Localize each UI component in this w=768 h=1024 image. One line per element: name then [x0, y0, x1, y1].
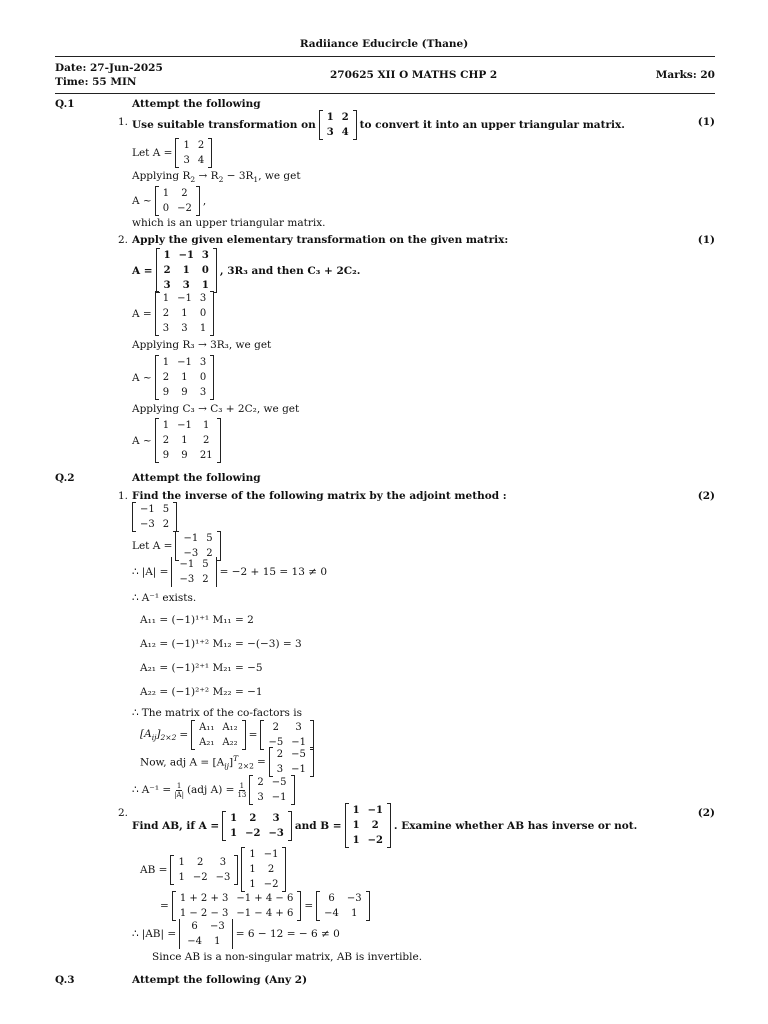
q1-title: Attempt the following [132, 98, 261, 110]
q1-p1-applying: Applying $R_2 \to R_2 - 3R_1$, we get [132, 170, 301, 185]
matrix-cell: −1 [291, 737, 306, 748]
matrix-cell: 1 [162, 357, 170, 368]
matrix-cell: 1 [178, 856, 185, 868]
q3-label: Q.3 [55, 974, 75, 986]
matrix-cell: 1 [199, 323, 207, 334]
matrix-cell: 5 [162, 504, 170, 515]
matrix [222, 811, 292, 841]
matrix-cell: 1 [181, 308, 188, 319]
q1-p2-step1: Applying R₃ → 3R₃, we get [132, 339, 272, 351]
matrix-cell: −2 [192, 871, 208, 883]
q1-p1-conclusion: which is an upper triangular matrix. [132, 217, 326, 229]
header-divider-bottom [55, 93, 715, 94]
matrix-cell: −1 [177, 357, 192, 368]
matrix-cell: 3 [162, 323, 170, 334]
matrix-cell: 1 [249, 849, 256, 860]
q2-p1-cofactor-4: A₂₂ = (−1)²⁺² M₂₂ = −1 [140, 686, 263, 698]
q2-p2-number: 2. [118, 807, 129, 819]
matrix-cell: A₁₁ [199, 722, 215, 733]
matrix-cell: 1 [162, 420, 170, 431]
matrix-cell: −1 [291, 764, 306, 775]
matrix-cell: A₂₁ [199, 737, 215, 748]
matrix-cell: 2 [162, 308, 170, 319]
matrix [249, 775, 294, 805]
matrix-cell: 1 [162, 188, 170, 199]
matrix-cell: 2 [257, 777, 264, 788]
fraction: $\frac{1}{|A|}$ [174, 781, 184, 799]
matrix-cell: 2 [203, 435, 210, 446]
matrix-cell: 1 [230, 827, 238, 839]
matrix-cell: −3 [183, 548, 199, 559]
matrix-cell: 2 [206, 548, 213, 559]
exam-marks: Marks: 20 [655, 69, 715, 81]
matrix-cell: −3 [179, 574, 195, 585]
q2-p1-exists: ∴ A⁻¹ exists. [132, 592, 197, 604]
matrix-cell: −4 [187, 936, 202, 947]
matrix [319, 110, 357, 140]
matrix [191, 720, 246, 750]
matrix-cell: 3 [295, 722, 302, 733]
matrix-cell: 1 [249, 879, 256, 890]
matrix-cell: −5 [291, 749, 306, 760]
matrix-cell: 3 [276, 764, 284, 775]
matrix [345, 803, 391, 848]
exam-code: 270625 XII O MATHS CHP 2 [330, 69, 498, 81]
matrix-cell: 2 [197, 140, 205, 151]
matrix-cell: 3 [183, 155, 190, 166]
matrix-cell: 1 [249, 864, 256, 875]
q2-p1-cofactor-1: A₁₁ = (−1)¹⁺¹ M₁₁ = 2 [140, 614, 254, 626]
q1-label: Q.1 [55, 98, 75, 110]
institute-name: Radiiance Educircle (Thane) [299, 38, 469, 50]
q1-p1-result: A ~ 1 2 0 −2 , [132, 188, 207, 214]
exam-date: Date: 27-Jun-2025 [55, 62, 163, 74]
q1-p1-number: 1. [118, 116, 129, 128]
q2-p2-det: ∴ |AB| = 6 −3 −4 1 = 6 − 12 = − 6 ≠ 0 [132, 921, 340, 947]
matrix-cell: −1 [178, 250, 194, 261]
matrix-cell: −4 [324, 908, 339, 919]
matrix-cell: 9 [181, 450, 188, 461]
matrix [241, 847, 286, 892]
matrix [260, 720, 314, 750]
matrix-cell: 6 [191, 921, 198, 932]
matrix-cell: −3 [346, 893, 362, 904]
q2-p2-ab: AB = 1 2 3 1 −2 −3 1 −1 1 2 1 −2 [140, 847, 289, 892]
matrix-cell: 3 [201, 250, 209, 261]
matrix-cell: 1 [181, 435, 188, 446]
q2-p1-let: Let A = −1 5 −3 2 [132, 531, 224, 561]
matrix-cell: 2 [267, 864, 275, 875]
q2-p2-since: Since AB is a non-singular matrix, AB is invertible. [152, 951, 423, 963]
matrix-cell: 2 [276, 749, 284, 760]
determinant [171, 557, 216, 587]
matrix-cell: 1 [162, 293, 170, 304]
matrix-cell: 2 [163, 265, 171, 276]
matrix-cell: 2 [162, 519, 170, 530]
matrix-cell: −1 [271, 792, 287, 803]
matrix-cell: −2 [245, 827, 261, 839]
q2-p1-adjoint: Now, adj $A = [A_{ij}]^T_{2\times 2}$ = 2 −5 3 −1 [140, 747, 317, 777]
matrix-cell: 2 [272, 722, 280, 733]
matrix-cell: 1 [183, 140, 190, 151]
matrix-cell: −1 [140, 504, 155, 515]
q1-p2-step1-result: A ~ 1 −1 3 2 1 0 9 9 3 [132, 355, 217, 400]
matrix-cell: 3 [326, 127, 334, 138]
matrix-cell: 3 [257, 792, 264, 803]
matrix-cell: 9 [162, 387, 170, 398]
matrix [132, 502, 177, 532]
q2-p2-ab-expanded: = 1 + 2 + 3 −1 + 4 − 6 1 − 2 − 3 −1 − 4 + 6 = 6 −3 −4 1 [160, 891, 373, 921]
q1-p2-step2: Applying C₃ → C₃ + 2C₂, we get [132, 403, 300, 415]
matrix-cell: 1 [181, 372, 188, 383]
matrix-cell: −1 [263, 849, 279, 860]
matrix-cell: 1 [178, 871, 185, 883]
exam-time: Time: 55 MIN [55, 76, 137, 88]
matrix-cell: 9 [162, 450, 170, 461]
matrix-cell: −5 [271, 777, 287, 788]
q2-p1-cofactor-matrix: $[A_{ij}]_{2\times 2}$ = A₁₁ A₁₂ A₂₁ A₂₂ = 2 3 −5 −1 [140, 720, 317, 750]
matrix-cell: 1 + 2 + 3 [179, 893, 229, 904]
q3-title: Attempt the following (Any 2) [132, 974, 308, 986]
matrix-cell: 3 [219, 856, 227, 868]
matrix-cell: −1 [179, 559, 195, 570]
matrix-cell: 6 [328, 893, 335, 904]
matrix-cell: −3 [268, 827, 284, 839]
q2-title: Attempt the following [132, 472, 261, 484]
matrix-cell: 3 [272, 812, 280, 824]
matrix-cell: 1 [203, 420, 210, 431]
matrix-cell: 1 [163, 250, 171, 261]
q2-p1-cofactor-3: A₂₁ = (−1)²⁺¹ M₂₁ = −5 [140, 662, 263, 674]
matrix-cell: −1 [177, 293, 192, 304]
matrix-cell: 2 [341, 112, 349, 123]
q1-p2-step2-result: A ~ 1 −1 1 2 1 2 9 9 21 [132, 418, 224, 463]
matrix-cell: 0 [162, 203, 170, 214]
matrix-cell: 4 [197, 155, 205, 166]
matrix [175, 138, 212, 168]
matrix-cell: 3 [199, 387, 207, 398]
q1-p1-let: Let A = 1 2 3 4 [132, 138, 215, 168]
matrix-cell: 2 [162, 372, 170, 383]
matrix-cell: 1 [352, 805, 360, 816]
matrix-cell: 2 [162, 435, 170, 446]
matrix-cell: 4 [341, 127, 349, 138]
matrix [172, 891, 302, 921]
matrix [170, 855, 238, 885]
matrix-cell: −2 [263, 879, 279, 890]
matrix-cell: 1 [352, 835, 360, 846]
q2-p1-inverse: ∴ A⁻¹ = $\frac{1}{|A|}$ (adj A) = $\frac{1}{13}$ 2 −5 3 −1 [132, 775, 298, 805]
matrix-cell: 1 [326, 112, 334, 123]
matrix [155, 418, 221, 463]
matrix-cell: −1 − 4 + 6 [236, 908, 294, 919]
matrix-cell: 0 [201, 265, 209, 276]
q2-p1-cofactor-text: ∴ The matrix of the co-factors is [132, 707, 302, 719]
matrix-cell: −2 [177, 203, 192, 214]
matrix-cell: 1 − 2 − 3 [179, 908, 229, 919]
matrix [269, 747, 314, 777]
matrix-cell: 1 [230, 812, 238, 824]
q2-label: Q.2 [55, 472, 75, 484]
matrix-cell: A₁₂ [222, 722, 238, 733]
matrix-cell: A₂₂ [222, 737, 238, 748]
matrix-cell: 2 [371, 820, 379, 831]
matrix-cell: −5 [268, 737, 284, 748]
matrix-cell: 0 [199, 372, 207, 383]
matrix-cell: 9 [181, 387, 188, 398]
q2-p1-marks: (2) [697, 490, 715, 502]
determinant [179, 919, 233, 949]
q1-p2-number: 2. [118, 234, 129, 246]
header-divider-top [55, 56, 715, 57]
matrix-cell: −2 [367, 835, 383, 846]
matrix-cell: 2 [181, 188, 188, 199]
q1-p1-question: Use suitable transformation on 1 2 3 4 to convert it into an upper triangular matrix. [132, 112, 625, 138]
q2-p2-question: Find AB, if A = 1 2 3 1 −2 −3 and B = 1 −1 1 2 1 −2 . Examine whether AB has inverse or not. [132, 805, 638, 846]
matrix [156, 248, 217, 293]
matrix-cell: 3 [199, 357, 207, 368]
matrix-cell: 2 [202, 574, 209, 585]
matrix-cell: −1 [367, 805, 383, 816]
matrix-cell: −3 [209, 921, 225, 932]
matrix-cell: −1 + 4 − 6 [236, 893, 294, 904]
matrix-cell: 3 [163, 280, 171, 291]
matrix-cell: 3 [199, 293, 207, 304]
q2-p1-number: 1. [118, 490, 129, 502]
q2-p1-question: Find the inverse of the following matrix by the adjoint method : [132, 490, 507, 502]
matrix-cell: −3 [140, 519, 155, 530]
matrix-cell: 2 [249, 812, 257, 824]
matrix-cell: 1 [214, 936, 221, 947]
matrix-cell: 0 [199, 308, 207, 319]
matrix-cell: 2 [197, 856, 204, 868]
q1-p2-marks: (1) [697, 234, 715, 246]
matrix-cell: 1 [352, 820, 360, 831]
matrix-cell: −1 [177, 420, 192, 431]
matrix-cell: −3 [215, 871, 231, 883]
matrix-cell: 1 [201, 280, 209, 291]
q2-p2-marks: (2) [697, 807, 715, 819]
matrix-cell: 5 [202, 559, 209, 570]
fraction: $\frac{1}{13}$ [237, 781, 247, 799]
matrix-cell: 1 [182, 265, 190, 276]
q1-p2-question: Apply the given elementary transformation on the given matrix: [132, 234, 509, 246]
matrix [155, 186, 200, 216]
matrix-cell: 21 [199, 450, 213, 461]
matrix-cell: 5 [206, 533, 213, 544]
q2-p1-det: ∴ |A| = −1 5 −3 2 = −2 + 15 = 13 ≠ 0 [132, 559, 328, 585]
matrix-cell: 3 [181, 323, 188, 334]
matrix [155, 355, 215, 400]
q1-p1-marks: (1) [697, 116, 715, 128]
matrix [155, 291, 215, 336]
matrix-cell: 1 [351, 908, 358, 919]
matrix [316, 891, 370, 921]
matrix-cell: −1 [183, 533, 199, 544]
matrix-cell: 3 [182, 280, 190, 291]
q2-p1-matrix [132, 502, 180, 532]
q2-p1-cofactor-2: A₁₂ = (−1)¹⁺² M₁₂ = −(−3) = 3 [140, 638, 302, 650]
q1-p2-restate: A = 1 −1 3 2 1 0 3 3 1 [132, 291, 217, 336]
q1-p2-given: A = 1 −1 3 2 1 0 3 3 1 , 3R₃ and then C₃ + 2C₂. [132, 250, 361, 291]
